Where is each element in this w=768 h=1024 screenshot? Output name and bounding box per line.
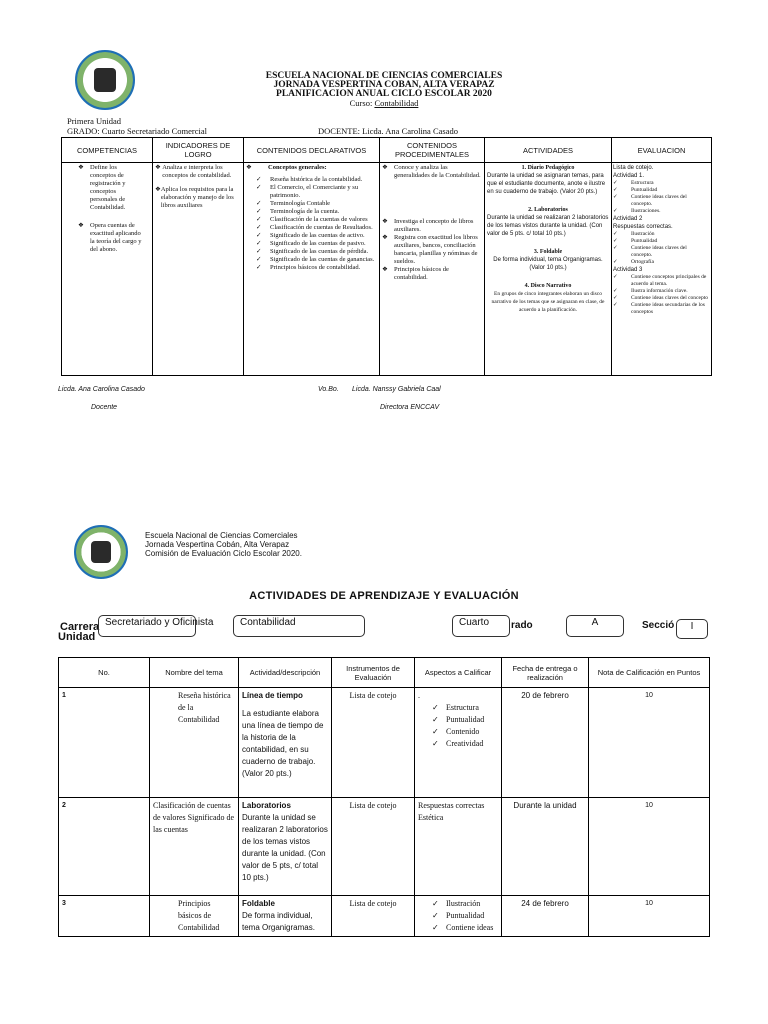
row-actividad-text: De forma individual, tema Organigramas.: [242, 911, 315, 932]
col-no: No.: [59, 658, 150, 688]
list-item-text: Puntualidad: [631, 238, 658, 244]
curso-field[interactable]: Contabilidad: [233, 615, 365, 637]
plan-title: PLANIFICACION ANUAL CICLO ESCOLAR 2020: [276, 89, 492, 99]
row-aspect-list: [418, 702, 498, 750]
list-item: ❖ Aplica los requisitos para la elaboración y manejo de los libros auxiliares: [155, 186, 234, 209]
sheet-school: Escuela Nacional de Ciencias Comerciales: [145, 531, 298, 540]
list-item: ❖ Define los conceptos de registración y conceptos personales de Contabilidad.: [78, 164, 126, 211]
list-item-text: El Comercio, el Comerciante y su patrimonio.: [270, 184, 359, 199]
list-item-text: Contenido: [446, 727, 480, 736]
bullet-icon: ✓: [432, 727, 439, 736]
row-number: 3: [59, 896, 150, 937]
list-item: [382, 164, 482, 180]
grade-label: GRADO: Cuarto Secretariado Comercial: [67, 126, 207, 136]
eval-act1: Actividad 1.: [613, 173, 645, 179]
row-instrumento: Lista de cotejo: [332, 688, 415, 798]
row-aspect-list: [418, 898, 498, 934]
list-item-text: Significado de las cuentas de activo.: [270, 232, 365, 239]
row-tema: Clasificación de cuentas de valores Significado de las cuentas: [150, 798, 239, 896]
row-actividad-title: Foldable: [242, 899, 275, 908]
list-item: [613, 245, 709, 259]
list-item-text: Puntualidad: [631, 187, 658, 193]
bullet-icon: ❖: [382, 234, 388, 241]
course-value: Contabilidad: [374, 98, 419, 108]
list-item: [613, 259, 709, 266]
activity-text: Durante la unidad se asignaran temas, para que el estudiante documente, anote e ilustre en su cuaderno de trabajo. (Valor 20 pts.): [487, 173, 606, 195]
unidad-field[interactable]: I: [676, 619, 708, 639]
bullet-icon: ✓: [256, 256, 262, 263]
activity-title: 2. Laboratorios: [528, 207, 568, 213]
bullet-icon: ✓: [256, 216, 262, 223]
signature-director-role: Directora ENCCAV: [380, 404, 440, 411]
list-item-text: Puntualidad: [446, 715, 485, 724]
procedimentales-list-b: [382, 218, 482, 282]
row-number: 2: [59, 798, 150, 896]
list-item: [613, 274, 709, 288]
planning-table: [61, 137, 712, 376]
seccion-field[interactable]: A: [566, 615, 624, 637]
row-nota: 10: [589, 688, 710, 798]
list-item-text: Investiga el concepto de libros auxiliares.: [394, 218, 474, 233]
header-procedimentales: CONTENIDOS PROCEDIMENTALES: [380, 138, 485, 163]
list-item-text: Ilustra información clave.: [631, 288, 688, 294]
list-item: [613, 231, 709, 238]
list-item: [256, 232, 377, 240]
col-nota: Nota de Calificación en Puntos: [589, 658, 710, 688]
bullet-icon: ✓: [432, 703, 439, 712]
list-item: [432, 922, 498, 934]
row-aspect-head: Respuestas correctas Estética: [418, 801, 485, 822]
signature-teacher-name: Licda. Ana Carolina Casado: [58, 386, 145, 393]
list-item: [432, 898, 498, 910]
list-item: [256, 224, 377, 232]
signature-teacher-role: Docente: [91, 404, 118, 411]
list-item: [256, 256, 377, 264]
table-row: [59, 688, 710, 798]
col-tema: Nombre del tema: [150, 658, 239, 688]
list-item: [382, 218, 482, 234]
list-item: ❖ Analiza e interpreta los conceptos de contabilidad.: [155, 164, 232, 179]
col-instrumentos: Instrumentos de Evaluación: [332, 658, 415, 688]
list-item: [613, 194, 709, 208]
list-item: [382, 234, 482, 266]
row-actividad: [239, 896, 332, 937]
bullet-icon: ✓: [256, 200, 262, 207]
row-fecha: 24 de febrero: [502, 896, 589, 937]
eval-act2-sub: Respuestas correctas.: [613, 224, 673, 230]
list-item-text: Ilustraciones.: [631, 208, 661, 214]
bullet-icon: ✓: [432, 899, 439, 908]
bullet-icon: ✓: [256, 184, 262, 191]
row-nota: 10: [589, 896, 710, 937]
row-instrumento: Lista de cotejo: [332, 896, 415, 937]
declarativos-list: [256, 176, 377, 272]
list-item-text: Contiene ideas secundarias de los conceptos: [631, 302, 705, 315]
list-item: [256, 240, 377, 248]
list-item: [256, 208, 377, 216]
list-item: [613, 208, 709, 215]
row-actividad-text: La estudiante elabora una línea de tiempo de la historia de la contabilidad, en su cuaderno de trabajo. (Valor 20 pts.): [242, 709, 324, 778]
list-item: [613, 180, 709, 187]
list-item: [432, 726, 498, 738]
bullet-icon: ✓: [613, 274, 618, 280]
list-item-text: Clasificación de cuentas de Resultados.: [270, 224, 373, 231]
col-actividad: Actividad/descripción: [239, 658, 332, 688]
grado-field[interactable]: Cuarto: [452, 615, 510, 637]
bullet-icon: ✓: [432, 923, 439, 932]
bullet-icon: ✓: [256, 176, 262, 183]
table-row: [59, 896, 710, 937]
actividades-list: [487, 164, 609, 314]
competencias-cell: [62, 163, 153, 376]
bullet-icon: ✓: [613, 245, 618, 251]
list-item: [256, 264, 377, 272]
list-item-text: Puntualidad: [446, 911, 485, 920]
school-seal-logo-2: [74, 525, 128, 579]
unit-label: Primera Unidad: [67, 116, 122, 126]
list-item-text: Contiene conceptos principales de acuerdo al tema.: [631, 274, 707, 287]
list-item-text: Principios básicos de contabilidad.: [270, 264, 361, 271]
list-item-text: Contiene ideas claves del concepto: [631, 295, 708, 301]
school-name: ESCUELA NACIONAL DE CIENCIAS COMERCIALES: [265, 71, 503, 81]
list-item: [256, 216, 377, 224]
school-shift: JORNADA VESPERTINA COBAN, ALTA VERAPAZ: [273, 80, 495, 90]
row-tema: Principios básicos de Contabilidad: [150, 896, 239, 937]
sheet-title: ACTIVIDADES DE APRENDIZAJE Y EVALUACIÓN: [249, 590, 519, 602]
list-item-text: Significado de las cuentas de ganancias.: [270, 256, 375, 263]
row-nota: 10: [589, 798, 710, 896]
bullet-icon: ✓: [613, 194, 618, 200]
list-item: [432, 714, 498, 726]
bullet-icon: ✓: [613, 302, 618, 308]
list-item: [613, 187, 709, 194]
row-actividad-text: Durante la unidad se realizaran 2 laboratorios de los temas vistos durante la unidad. (Con valor de 5 pts, c/ total 10 pts.): [242, 813, 328, 882]
bullet-icon: ✓: [613, 259, 618, 265]
row-instrumento: Lista de cotejo: [332, 798, 415, 896]
course-label: Curso:: [349, 98, 373, 108]
bullet-icon: ❖: [382, 218, 388, 225]
header-declarativos: CONTENIDOS DECLARATIVOS: [244, 138, 380, 163]
header-evaluacion: EVALUACION: [612, 138, 712, 163]
list-item-text: Terminología Contable: [270, 200, 331, 207]
list-item: [382, 266, 482, 282]
eval-lista: Lista de cotejo.: [613, 165, 654, 171]
activity-text: Durante la unidad se realizaran 2 laboratorios de los temas vistos durante la unidad. (Con valor de 5 pts. c/ total 10 pts.): [487, 215, 609, 237]
bullet-icon: ✓: [432, 911, 439, 920]
list-item: [256, 248, 377, 256]
list-item-text: Reseña histórica de la contabilidad.: [270, 176, 363, 183]
row-actividad: [239, 688, 332, 798]
list-item: [256, 200, 377, 208]
carrera-label: Carrera: [60, 621, 100, 633]
list-item-text: Significado de las cuentas de pérdida.: [270, 248, 369, 255]
signature-director-name: Licda. Nanssy Gabriela Caal: [352, 386, 441, 393]
list-item-text: Contiene ideas: [446, 923, 494, 932]
course-line: [0, 98, 768, 108]
signature-vobo: Vo.Bo.: [318, 386, 339, 393]
list-item: [613, 288, 709, 295]
bullet-icon: ✓: [432, 739, 439, 748]
row-actividad: [239, 798, 332, 896]
bullet-icon: ✓: [256, 224, 262, 231]
list-item-text: Clasificación de la cuentas de valores: [270, 216, 368, 223]
list-item-text: Creatividad: [446, 739, 484, 748]
row-fecha: 20 de febrero: [502, 688, 589, 798]
sheet-commission: Comisión de Evaluación Ciclo Escolar 2020.: [145, 549, 302, 558]
eval-act1-list: [613, 180, 709, 215]
bullet-icon: ✓: [613, 295, 618, 301]
col-fecha: Fecha de entrega o realización: [502, 658, 589, 688]
header-actividades: ACTIVIDADES: [485, 138, 612, 163]
carrera-field[interactable]: Secretariado y Oficinista: [98, 615, 196, 637]
procedimentales-cell: [380, 163, 485, 376]
row-number: 1: [59, 688, 150, 798]
header-competencias: COMPETENCIAS: [62, 138, 153, 163]
row-actividad-title: Línea de tiempo: [242, 691, 303, 700]
bullet-icon: ✓: [432, 715, 439, 724]
bullet-icon: ✓: [256, 248, 262, 255]
seccion-label: Secció: [642, 620, 675, 631]
activity-title: 3. Foldable: [533, 249, 563, 255]
eval-act3: Actividad 3: [613, 267, 643, 273]
list-item-text: Ilustración: [631, 231, 655, 237]
header-indicadores: INDICADORES DE LOGRO: [153, 138, 244, 163]
bullet-icon: ✓: [613, 231, 618, 237]
list-item: [256, 176, 377, 184]
row-aspectos: [415, 896, 502, 937]
indicadores-cell: [153, 163, 244, 376]
bullet-icon: ✓: [256, 208, 262, 215]
row-fecha: Durante la unidad: [502, 798, 589, 896]
list-item-text: Contiene ideas claves del concepto.: [631, 194, 687, 207]
table-row: [59, 798, 710, 896]
bullet-icon: ✓: [613, 238, 618, 244]
grado-label: rado: [511, 620, 533, 631]
bullet-icon: ❖: [382, 164, 388, 171]
list-item-text: Registra con exactitud los libros auxiliares, bancos, conciliación bancaria, planillas y nóminas de sueldos.: [394, 234, 478, 265]
declarativos-cell: [244, 163, 380, 376]
bullet-icon: ✓: [613, 288, 618, 294]
teacher-label: DOCENTE: Licda. Ana Carolina Casado: [318, 126, 458, 136]
list-item: [432, 910, 498, 922]
row-aspectos: [415, 798, 502, 896]
list-item: [613, 238, 709, 245]
eval-act3-list: [613, 274, 709, 316]
list-item-text: Estructura: [446, 703, 479, 712]
row-actividad-title: Laboratorios: [242, 801, 291, 810]
list-item: [613, 302, 709, 316]
eval-act2-list: [613, 231, 709, 266]
actividades-cell: [485, 163, 612, 376]
col-aspectos: Aspectos a Calificar: [415, 658, 502, 688]
activities-table: [58, 657, 710, 937]
row-aspect-head: .: [418, 691, 420, 700]
bullet-icon: ✓: [613, 208, 618, 214]
row-aspectos: [415, 688, 502, 798]
list-item-text: Ilustración: [446, 899, 481, 908]
list-item: [613, 295, 709, 302]
bullet-icon: ✓: [613, 187, 618, 193]
bullet-icon: ✓: [256, 232, 262, 239]
list-item: [432, 738, 498, 750]
list-item-text: Principios básicos de contabilidad.: [394, 266, 449, 281]
list-item: [256, 184, 377, 200]
list-item-text: Ortografía: [631, 259, 654, 265]
procedimentales-list-a: [382, 164, 482, 180]
eval-act2: Actividad 2: [613, 216, 643, 222]
list-item-text: Significado de las cuentas de pasivo.: [270, 240, 366, 247]
list-item-text: Contiene ideas claves del concepto.: [631, 245, 687, 258]
bullet-icon: ✓: [613, 180, 618, 186]
list-item-text: Terminología de la cuenta.: [270, 208, 340, 215]
bullet-icon: ❖: [382, 266, 388, 273]
sheet-shift: Jornada Vespertina Cobán, Alta Verapaz: [145, 540, 290, 549]
activity-text: En grupos de cinco integrantes elaboran un disco narrativo de los temas que se asignaran en clase, de acuerdo a la planificación.: [491, 291, 605, 313]
activity-text: De forma individual, tema Organigramas. (Valor 10 pts.): [493, 257, 603, 271]
row-tema: Reseña histórica de la Contabilidad: [150, 688, 239, 798]
activity-title: 1. Diario Pedagógico: [521, 165, 575, 171]
unidad-label: Unidad: [58, 631, 96, 643]
bullet-icon: ✓: [256, 240, 262, 247]
list-item-text: Conoce y analiza las generalidades de la Contabilidad.: [394, 164, 481, 179]
activity-title: 4. Disco Narrativo: [524, 283, 572, 289]
list-item-text: Estructura: [631, 180, 654, 186]
bullet-icon: ✓: [256, 264, 262, 271]
evaluacion-cell: [612, 163, 712, 376]
list-item: ❖ Opera cuentas de exactitud aplicando la teoría del cargo y del abono.: [78, 222, 142, 253]
list-item: [432, 702, 498, 714]
list-item: ❖ Conceptos generales:: [246, 164, 327, 171]
